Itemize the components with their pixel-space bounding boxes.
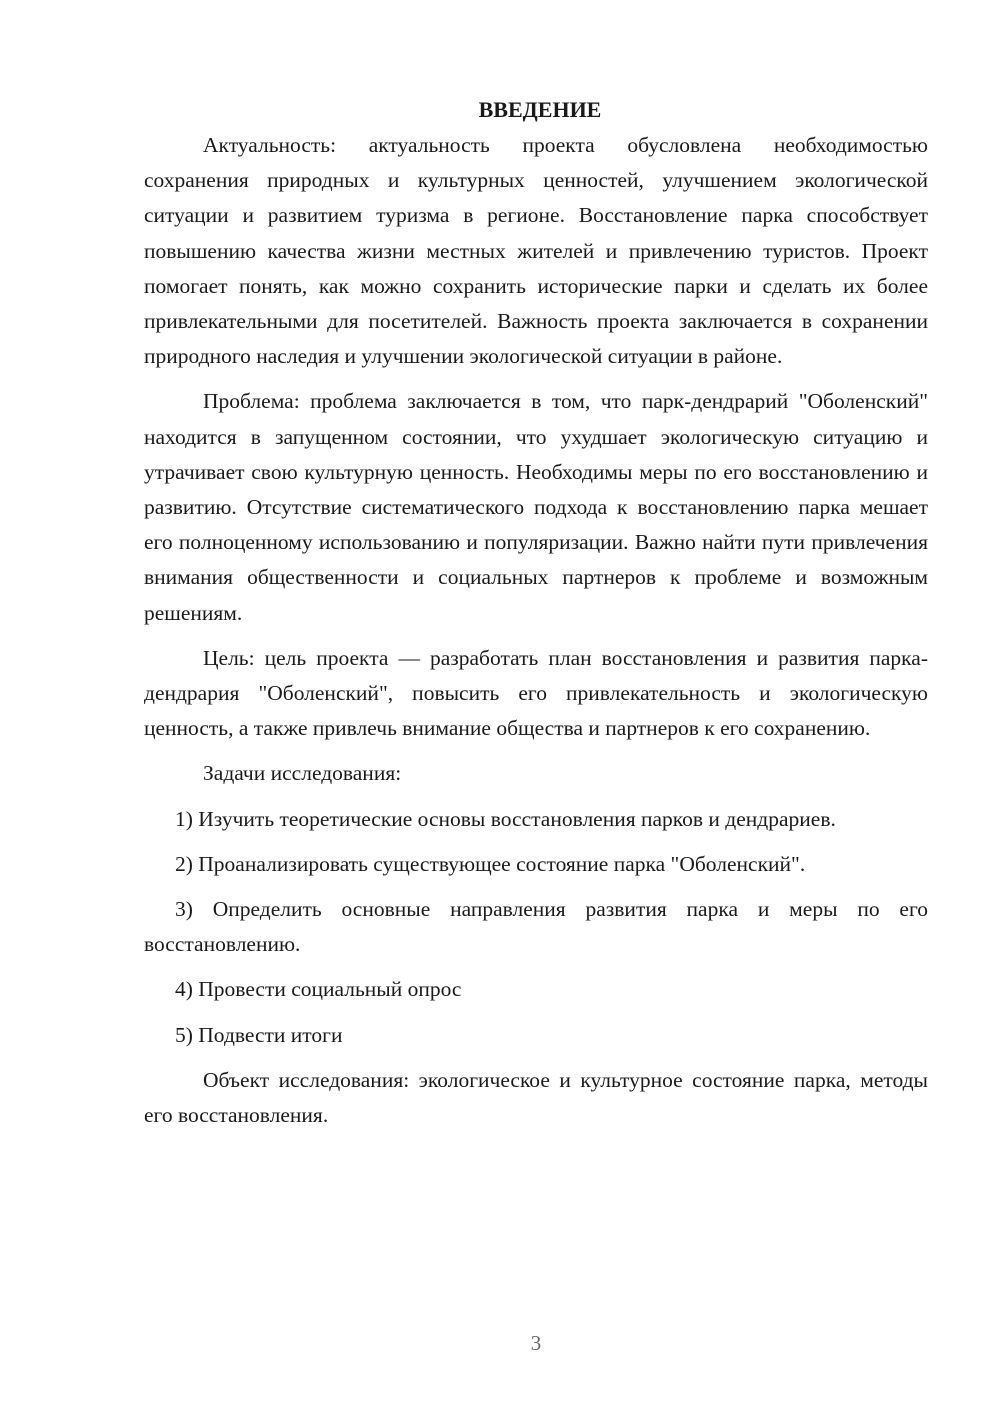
task-item: 1) Изучить теоретические основы восстановления парков и дендрариев.: [175, 806, 836, 831]
task-item: 4) Провести социальный опрос: [175, 977, 462, 1002]
paragraph-goal: Цель: цель проекта — разработать план восстановления и развития парка-дендрария "Оболенский", повысить его привлекательность и экологическую ценность, а также привлечь внимание общества и партнеров к его сохранению.: [144, 645, 928, 741]
paragraph-relevance: Актуальность: актуальность проекта обусловлена необходимостью сохранения природных и культурных ценностей, улучшением экологической ситуации и развитием туризма в регионе. Восстановление парка способствует повышению качества жизни местных жителей и привлечению туристов. Проект помогает понять, как можно сохранить исторические парки и сделать их более привлекательными для посетителей. Важность проекта заключается в сохранении природного наследия и улучшении экологической ситуации в районе.: [144, 133, 928, 369]
document-title: ВВЕДЕНИЕ: [478, 97, 602, 122]
paragraph-problem: Проблема: проблема заключается в том, что парк-дендрарий "Оболенский" находится в запущенном состоянии, что ухудшает экологическую ситуацию и утрачивает свою культурную ценность. Необходимы меры по его восстановлению и развитию. Отсутствие систематического подхода к восстановлению парка мешает его полноценному использованию и популяризации. Важно найти пути привлечения внимания общественности и социальных партнеров к проблеме и возможным решениям.: [144, 389, 928, 625]
page-number: 3: [530, 1331, 542, 1355]
paragraph-object: Объект исследования: экологическое и культурное состояние парка, методы его восстановления.: [144, 1067, 928, 1128]
document-page: [144, 92, 928, 1143]
task-item: 5) Подвести итоги: [175, 1022, 343, 1047]
tasks-heading: Задачи исследования:: [203, 761, 402, 786]
task-item: 3) Определить основные направления развития парка и меры по его восстановлению.: [144, 897, 928, 957]
task-item: 2) Проанализировать существующее состояние парка "Оболенский".: [175, 851, 806, 876]
